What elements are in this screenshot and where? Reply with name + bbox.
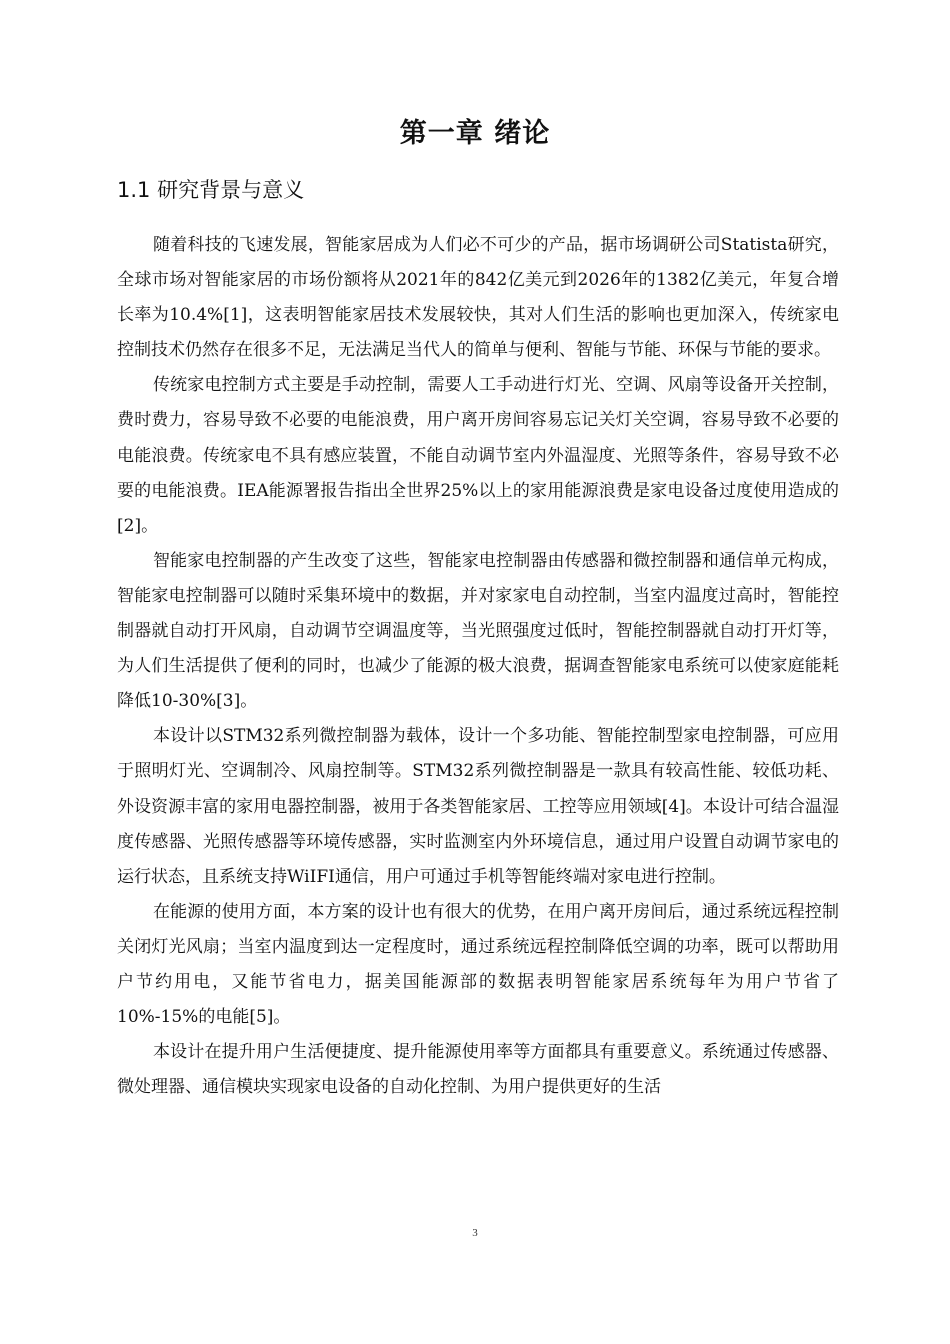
paragraph: 在能源的使用方面，本方案的设计也有很大的优势，在用户离开房间后，通过系统远程控制关闭灯光风扇；当室内温度到达一定程度时，通过系统远程控制降低空调的功率，既可以帮助用户节约用电，又能节省电力，据美国能源部的数据表明智能家居系统每年为用户节省了10%-15%的电能[5]。 [117,901,839,1028]
body-text [117,228,839,1105]
page-number: 3 [472,1227,478,1239]
section-title: 1.1 研究背景与意义 [117,178,305,202]
chapter-title: 第一章 绪论 [399,118,551,149]
paragraph: 随着科技的飞速发展，智能家居成为人们必不可少的产品，据市场调研公司Statista研究，全球市场对智能家居的市场份额将从2021年的842亿美元到2026年的1382亿美元，年复合增长率为10.4%[1]，这表明智能家居技术发展较快，其对人们生活的影响也更加深入，传统家电控制技术仍然存在很多不足，无法满足当代人的简单与便利、智能与节能、环保与节能的要求。 [117,235,839,361]
paragraph: 智能家电控制器的产生改变了这些，智能家电控制器由传感器和微控制器和通信单元构成，智能家电控制器可以随时采集环境中的数据，并对家家电自动控制，当室内温度过高时，智能控制器就自动打开风扇，自动调节空调温度等，当光照强度过低时，智能控制器就自动打开灯等，为人们生活提供了便利的同时，也减少了能源的极大浪费，据调查智能家电系统可以使家庭能耗降低10-30%[3]。 [117,550,839,712]
paragraph: 本设计以STM32系列微控制器为载体，设计一个多功能、智能控制型家电控制器，可应用于照明灯光、空调制冷、风扇控制等。STM32系列微控制器是一款具有较高性能、较低功耗、外设资源丰富的家用电器控制器，被用于各类智能家居、工控等应用领域[4]。本设计可结合温湿度传感器、光照传感器等环境传感器，实时监测室内外环境信息，通过用户设置自动调节家电的运行状态，且系统支持WiIFI通信，用户可通过手机等智能终端对家电进行控制。 [117,726,839,887]
paragraph: 传统家电控制方式主要是手动控制，需要人工手动进行灯光、空调、风扇等设备开关控制，费时费力，容易导致不必要的电能浪费，用户离开房间容易忘记关灯关空调，容易导致不必要的电能浪费。传统家电不具有感应装置，不能自动调节室内外温湿度、光照等条件，容易导致不必要的电能浪费。IEA能源署报告指出全世界25%以上的家用能源浪费是家电设备过度使用造成的[2]。 [117,375,839,536]
paragraph: 本设计在提升用户生活便捷度、提升能源使用率等方面都具有重要意义。系统通过传感器、微处理器、通信模块实现家电设备的自动化控制、为用户提供更好的生活 [117,1042,839,1098]
